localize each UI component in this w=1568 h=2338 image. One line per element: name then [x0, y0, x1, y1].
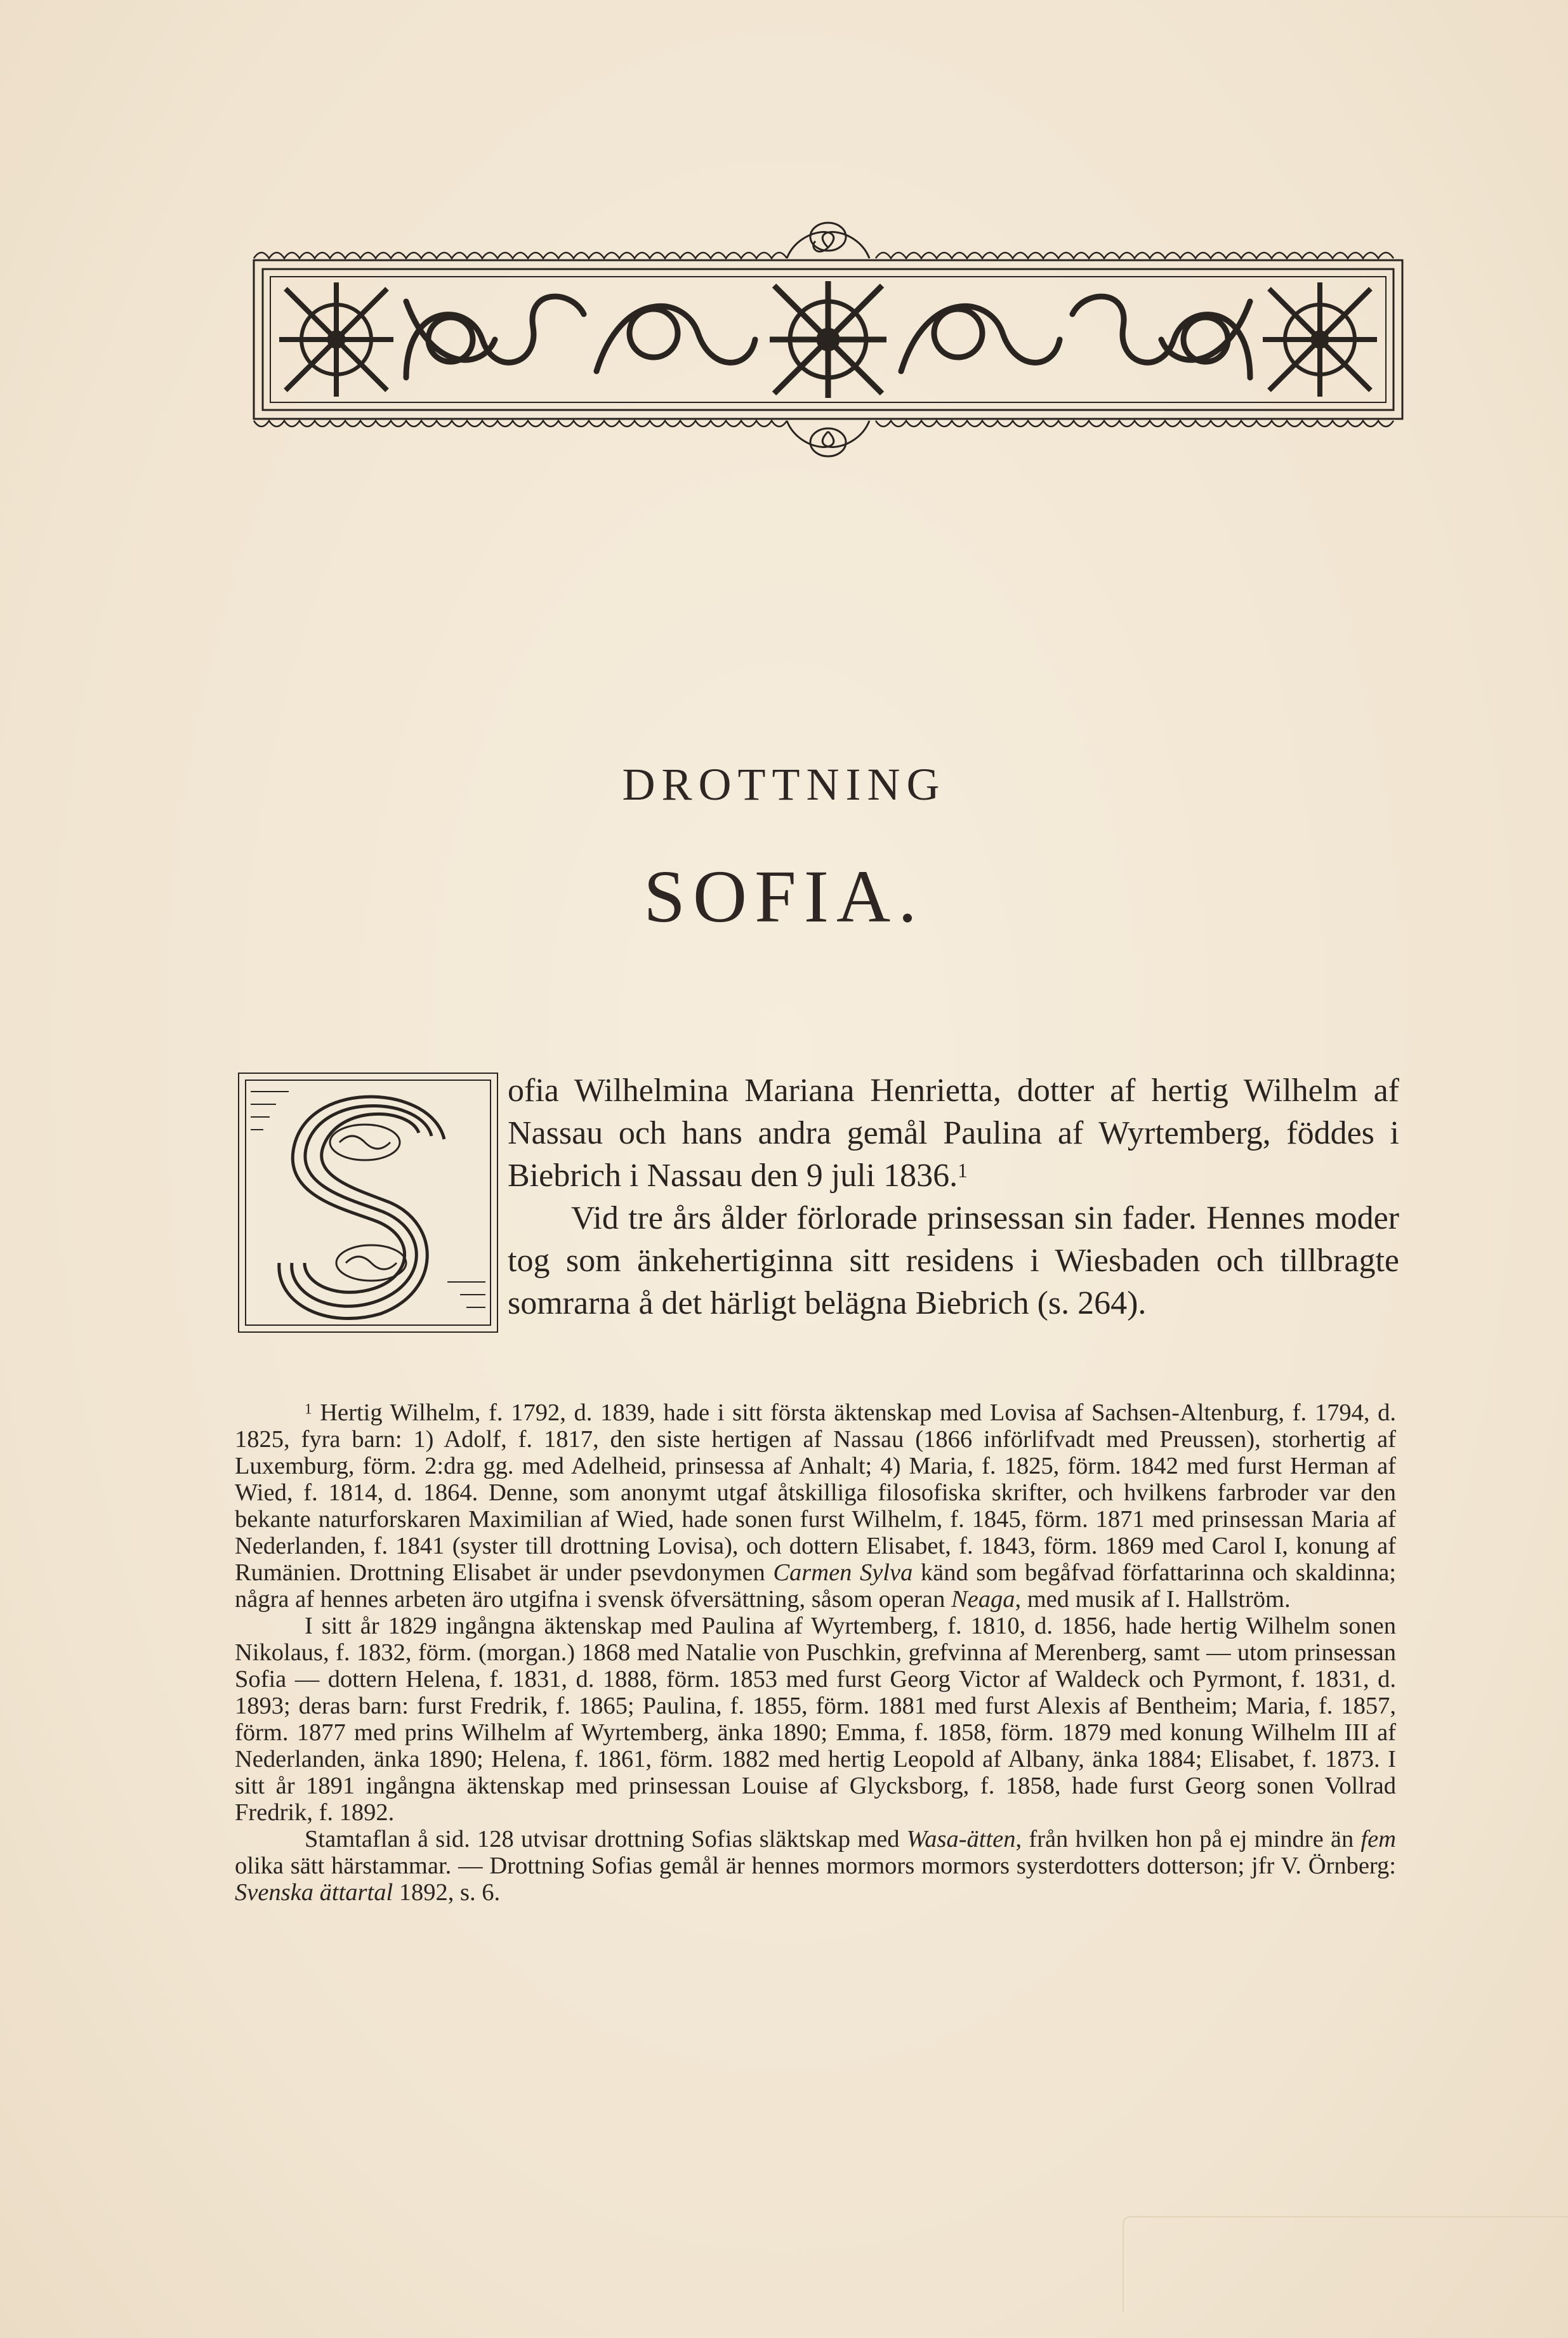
footnote — [235, 1399, 1396, 1906]
paragraph-2: Vid tre års ålder förlorade prinsessan sin fader. Hennes moder tog som änkehertiginna sitt residens i Wiesbaden och tillbragte somrarna å det härligt belägna Biebrich (s. 264). — [508, 1200, 1399, 1321]
footnote-book-title: Svenska ättartal — [235, 1879, 393, 1906]
footnote-text-1b: känd som begåfvad författarinna och skaldinna; några af hennes arbeten äro utgifna i svensk öfversättning, såsom operan — [235, 1559, 1396, 1613]
ornamental-headpiece — [241, 213, 1415, 466]
footnote-pseudonym: Carmen Sylva — [773, 1559, 913, 1586]
footnote-paragraph-3 — [235, 1826, 1396, 1906]
footnote-text-3a: Stamtaflan å sid. 128 utvisar drottning Sofias släktskap med — [305, 1826, 907, 1853]
heading-line-1: DROTTNING — [622, 759, 946, 810]
footnote-text-3d: 1892, s. 6. — [393, 1879, 501, 1906]
footnote-text-3b: , från hvilken hon på ej mindre än — [1015, 1826, 1361, 1853]
paragraph-1-text: ofia Wilhelmina Mariana Henrietta, dotter af hertig Wilhelm af Nassau och hans andra gemål Paulina af Wyrtemberg, föddes i Biebrich i Nassau den 9 juli 1836. — [508, 1073, 1399, 1194]
footnote-marker: 1 — [958, 1159, 968, 1182]
main-text — [238, 1069, 1399, 1330]
footnote-paragraph-2: I sitt år 1829 ingångna äktenskap med Paulina af Wyrtemberg, f. 1810, d. 1856, hade hertig Wilhelm sonen Nikolaus, f. 1832, förm. (morgan.) 1868 med Natalie von Puschkin, grefvinna af Merenberg, samt — utom prinsessan Sofia — dottern Helena, f. 1831, d. 1888, förm. 1853 med furst Georg Victor af Waldeck och Pyrmont, f. 1831, d. 1893; deras barn: furst Fredrik, f. 1865; Paulina, f. 1855, förm. 1881 med furst Alexis af Bentheim; Maria, f. 1857, förm. 1877 med prins Wilhelm af Wyrtemberg, änka 1890; Emma, f. 1858, förm. 1879 med konung Wilhelm III af Nederlanden, änka 1890; Helena, f. 1861, förm. 1882 med hertig Leopold af Albany, änka 1884; Elisabet, f. 1873. I sitt år 1891 ingångna äktenskap med prinsessan Louise af Glycksborg, f. 1858, hade furst Georg sonen Vollrad Fredrik, f. 1892. — [235, 1613, 1396, 1826]
footnote-opera-title: Neaga — [951, 1586, 1015, 1613]
heading-line-2: SOFIA. — [643, 855, 925, 938]
footnote-text-1a: Hertig Wilhelm, f. 1792, d. 1839, hade i sitt första äktenskap med Lovisa af Sachsen-Altenburg, f. 1794, d. 1825, fyra barn: 1) Adolf, f. 1817, den siste hertigen af Nassau (1866 införlifvadt med Preussen), storhertig af Luxemburg, förm. 2:dra gg. med Adelheid, prinsessa af Anhalt; 4) Maria, f. 1825, förm. 1842 med furst Herman af Wied, f. 1814, d. 1864. Denne, som anonymt utgaf åtskilliga filosofiska skrifter, och hvilkens farbroder var den bekante naturforskaren Maximilian af Wied, hade sonen furst Wilhelm, f. 1845, förm. 1871 med prinsessan Maria af Nederlanden, f. 1841 (syster till drottning Lovisa), och dottern Elisabet, f. 1843, förm. 1869 med Carol I, konung af Rumänien. Drottning Elisabet är under psevdonymen — [235, 1399, 1397, 1586]
footnote-mark: 1 — [305, 1400, 312, 1417]
footnote-paragraph-1 — [235, 1399, 1396, 1613]
page-edge-mark — [1123, 2216, 1568, 2313]
drop-cap-space — [238, 1069, 508, 1330]
footnote-text-3c: olika sätt härstammar. — Drottning Sofias gemål är hennes mormors mormors systerdotters dotterson; jfr V. Örnberg: — [235, 1853, 1396, 1879]
footnote-dynasty: Wasa-ätten — [906, 1826, 1016, 1853]
footnote-text-1c: , med musik af I. Hallström. — [1015, 1586, 1291, 1613]
paragraph-1 — [238, 1069, 1399, 1197]
footnote-emphasis-fem: fem — [1360, 1826, 1396, 1853]
